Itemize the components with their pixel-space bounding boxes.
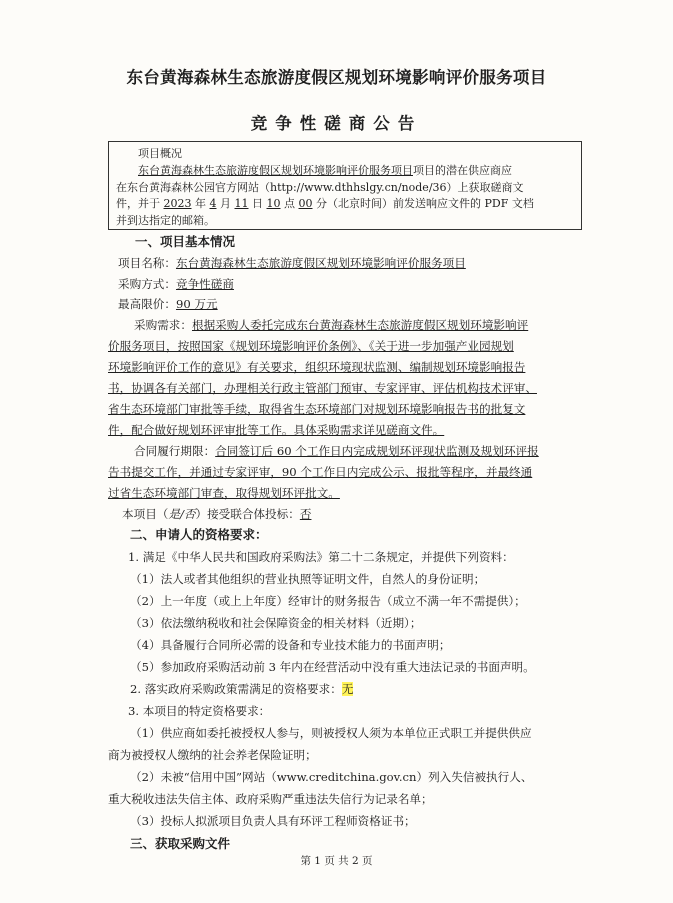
overview-line-2: 在东台黄海森林公园官方网站（http://www.dthhslgy.cn/node/36）上获取磋商文 bbox=[116, 180, 524, 194]
requirement-line-6: 件，配合做好规划环评审批等工作。具体采购需求详见磋商文件。 bbox=[108, 423, 445, 437]
requirement-line-4: 书，协调各有关部门，办理相关行政主管部门预审、专家评审、评估机构技术评审、 bbox=[108, 381, 537, 395]
document-subtitle: 竞争性磋商公告 bbox=[250, 114, 423, 133]
special-req-2-line-1: （2）未被“信用中国”网站（www.creditchina.gov.cn）列入失信被执行人、 bbox=[130, 770, 533, 784]
special-req-1-line-2: 商为被授权人缴纳的社会养老保险证明； bbox=[108, 748, 317, 762]
qualification-item-3: 3. 本项目的特定资格要求： bbox=[128, 704, 271, 718]
qualification-sub-5: （5）参加政府采购活动前 3 年内在经营活动中没有重大违法记录的书面声明。 bbox=[130, 660, 535, 674]
price-limit-row: 最高限价：90 万元 bbox=[118, 297, 218, 311]
requirement-line-5: 省生态环境部门审批等手续，取得省生态环境部门对规划环境影响报告书的批复文 bbox=[108, 402, 526, 416]
contract-term-line-3: 过省生态环境部门审查，取得规划环评批文。 bbox=[108, 486, 340, 500]
page-footer: 第 1 页 共 2 页 bbox=[300, 855, 373, 867]
section-2-heading: 二、申请人的资格要求： bbox=[130, 527, 268, 542]
qualification-sub-1: （1）法人或者其他组织的营业执照等证明文件，自然人的身份证明； bbox=[130, 572, 486, 586]
document-title: 东台黄海森林生态旅游度假区规划环境影响评价服务项目 bbox=[126, 68, 547, 87]
qualification-sub-4: （4）具备履行合同所必需的设备和专业技术能力的书面声明； bbox=[130, 638, 451, 652]
section-1-heading: 一、项目基本情况 bbox=[135, 234, 236, 249]
requirement-line-2: 价服务项目，按照国家《规划环境影响评价条例》、《关于进一步加强产业园规划 bbox=[108, 339, 514, 353]
special-req-3: （3）投标人拟派项目负责人具有环评工程师资格证书； bbox=[130, 814, 416, 828]
qualification-sub-2: （2）上一年度（或上上年度）经审计的财务报告（成立不满一年不需提供）； bbox=[130, 594, 526, 608]
consortium-row: 本项目（是/否）接受联合体投标：否 bbox=[122, 507, 312, 521]
highlighted-none: 无 bbox=[341, 682, 354, 696]
overview-line-1: 东台黄海森林生态旅游度假区规划环境影响评价服务项目项目的潜在供应商应 bbox=[138, 163, 512, 177]
contract-term-line-1: 合同履行期限：合同签订后 60 个工作日内完成规划环评现状监测及规划环评报 bbox=[134, 444, 539, 458]
requirement-line-1: 采购需求：根据采购人委托完成东台黄海森林生态旅游度假区规划环境影响评 bbox=[134, 318, 529, 332]
special-req-2-line-2: 重大税收违法失信主体、政府采购严重违法失信行为记录名单； bbox=[108, 792, 433, 806]
section-3-heading: 三、获取采购文件 bbox=[130, 836, 231, 851]
overview-box bbox=[108, 141, 582, 230]
qualification-sub-3: （3）依法缴纳税收和社会保障资金的相关材料（近期）； bbox=[130, 616, 422, 630]
qualification-item-1: 1. 满足《中华人民共和国政府采购法》第二十二条规定，并提供下列资料： bbox=[128, 550, 514, 564]
contract-term-line-2: 告书提交工作，并通过专家评审，90 个工作日内完成公示、报批等程序，并最终通 bbox=[108, 465, 533, 479]
qualification-item-2: 2. 落实政府采购政策需满足的资格要求：无 bbox=[130, 682, 354, 696]
special-req-1-line-1: （1）供应商如委托被授权人参与，则被授权人须为本单位正式职工并提供供应 bbox=[130, 726, 532, 740]
overview-line-4: 并到达指定的邮箱。 bbox=[116, 214, 215, 228]
overview-label: 项目概况 bbox=[138, 147, 182, 160]
overview-line-3: 件，并于 2023 年 4 月 11 日 10 点 00 分（北京时间）前发送响应文件的 PDF 文档 bbox=[116, 197, 534, 211]
project-name-row: 项目名称：东台黄海森林生态旅游度假区规划环境影响评价服务项目 bbox=[118, 256, 466, 270]
requirement-line-3: 环境影响评价工作的意见》有关要求，组织环境现状监测、编制规划环境影响报告 bbox=[108, 360, 526, 374]
procurement-method-row: 采购方式：竞争性磋商 bbox=[118, 277, 234, 291]
